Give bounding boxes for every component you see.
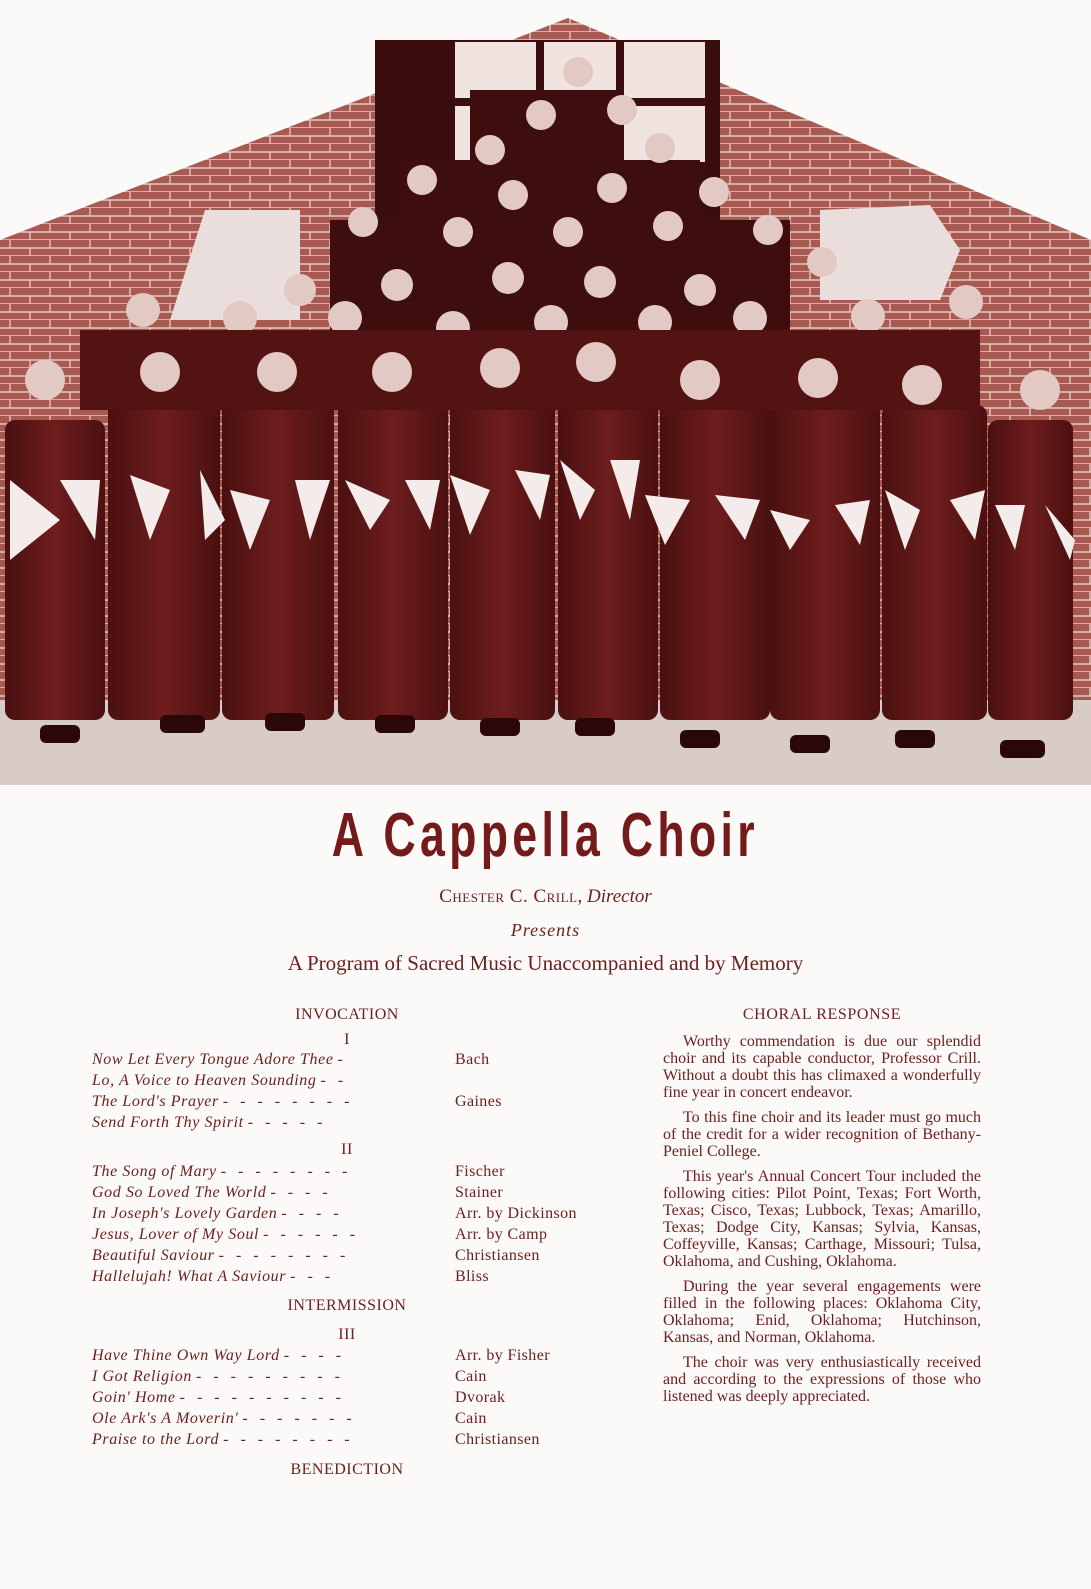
leader-dashes: - - (320, 1072, 348, 1089)
program-row (92, 1431, 540, 1451)
invocation-label: INVOCATION (295, 1006, 399, 1023)
program-row (92, 1163, 505, 1183)
program-row (92, 1268, 490, 1288)
response-title: CHORAL RESPONSE (742, 1006, 902, 1023)
response-paragraph: Worthy commendation is due our splendid choir and its capable conductor, Professor Crill. Without a doubt this has climaxed a wonderfully fine year in concert endeavor. (663, 1033, 981, 1101)
leader-dashes: - - - - - - - - (218, 1247, 350, 1264)
piece-title: God So Loved The World (92, 1184, 267, 1201)
leader-dashes: - - - - (270, 1184, 332, 1201)
director-separator: , (577, 886, 588, 907)
program-row (92, 1247, 540, 1267)
piece-title: Have Thine Own Way Lord (92, 1347, 280, 1364)
piece-title: Hallelujah! What A Saviour (92, 1268, 287, 1285)
leader-dashes: - - - - - - - - (222, 1093, 354, 1110)
presents-label: Presents (510, 920, 581, 940)
page-title: A Cappella Choir (331, 801, 759, 870)
piece-title: Goin' Home (92, 1389, 176, 1406)
composer-name: Arr. by Fisher (455, 1347, 550, 1364)
leader-dashes: - - - - - - (263, 1226, 360, 1243)
piece-title: The Lord's Prayer (92, 1093, 219, 1110)
leader-dashes: - - - - - - - - (220, 1163, 352, 1180)
leader-dashes: - - - - - - - - (223, 1431, 354, 1448)
choir-photo-illustration (0, 0, 1091, 785)
leader-dashes: - - - - (283, 1347, 346, 1364)
leader-dashes: - - - (290, 1268, 335, 1285)
piece-title: Lo, A Voice to Heaven Sounding (92, 1072, 317, 1089)
leader-dashes: - - - - (281, 1205, 343, 1222)
program-row (92, 1093, 502, 1113)
program-row (92, 1347, 550, 1367)
composer-name: Stainer (455, 1184, 504, 1201)
director-role: Director (587, 886, 652, 907)
composer-name: Bach (455, 1051, 490, 1068)
choral-response (663, 1006, 981, 1413)
response-paragraph: During the year several engagements were filled in the following places: Oklahoma City, Oklahoma; Enid, Oklahoma; Hutchinson, Kansas, and Norman, Oklahoma. (663, 1278, 981, 1346)
program-row (92, 1368, 487, 1388)
piece-title: Ole Ark's A Moverin' (92, 1410, 239, 1427)
composer-name: Christiansen (455, 1247, 540, 1264)
composer-name: Dvorak (455, 1389, 506, 1406)
intermission-label: INTERMISSION (287, 1297, 407, 1314)
composer-name: Fischer (455, 1163, 505, 1180)
program-row (92, 1051, 490, 1071)
composer-name: Bliss (455, 1268, 490, 1285)
program-row (92, 1389, 506, 1409)
program-subtitle: A Program of Sacred Music Unaccompanied and by Memory (287, 951, 804, 975)
group-numeral: II (341, 1141, 353, 1158)
program-row (92, 1226, 548, 1246)
leader-dashes: - - - - - - - - - - (179, 1389, 345, 1406)
choir-photo (0, 0, 1091, 785)
program-row (92, 1410, 487, 1430)
response-paragraph: The choir was very enthusiastically received and according to the expressions of those who listened was deeply appreciated. (663, 1354, 981, 1405)
program-row (92, 1205, 577, 1225)
leader-dashes: - - - - - - - - - (195, 1368, 344, 1385)
response-paragraph: To this fine choir and its leader must go much of the credit for a wider recognition of Bethany-Peniel College. (663, 1109, 981, 1160)
program-row (92, 1114, 326, 1134)
response-paragraph: This year's Annual Concert Tour included the following cities: Pilot Point, Texas; Fort Worth, Texas; Cisco, Texas; Lubbock, Texas; Amarillo, Texas; Dodge City, Kansas; Sylvia, Kansas, Coffeyville, Kansas; Carthage, Missouri; Tulsa, Oklahoma, and Cushing, Oklahoma. (663, 1168, 981, 1270)
composer-name: Cain (455, 1410, 487, 1427)
leader-dashes: - - - - - (247, 1114, 327, 1131)
piece-title: Jesus, Lover of My Soul (92, 1226, 260, 1243)
piece-title: Send Forth Thy Spirit (92, 1114, 244, 1131)
program-row (92, 1184, 504, 1204)
composer-name: Arr. by Dickinson (455, 1205, 577, 1222)
composer-name: Gaines (455, 1093, 502, 1110)
group-numeral: III (338, 1326, 356, 1343)
leader-dashes: - (337, 1051, 347, 1068)
piece-title: I Got Religion (92, 1368, 192, 1385)
piece-title: In Joseph's Lovely Garden (92, 1205, 278, 1222)
composer-name: Christiansen (455, 1431, 540, 1448)
piece-title: Now Let Every Tongue Adore Thee (92, 1051, 334, 1068)
group-numeral: I (344, 1031, 350, 1048)
leader-dashes: - - - - - - - (242, 1410, 356, 1427)
benediction-label: BENEDICTION (290, 1461, 404, 1478)
director-name: Chester C. Crill (439, 886, 578, 907)
composer-name: Arr. by Camp (455, 1226, 548, 1243)
piece-title: The Song of Mary (92, 1163, 217, 1180)
piece-title: Beautiful Saviour (92, 1247, 215, 1264)
program-row (92, 1072, 347, 1092)
director-line (0, 886, 1091, 908)
piece-title: Praise to the Lord (92, 1431, 220, 1448)
composer-name: Cain (455, 1368, 487, 1385)
